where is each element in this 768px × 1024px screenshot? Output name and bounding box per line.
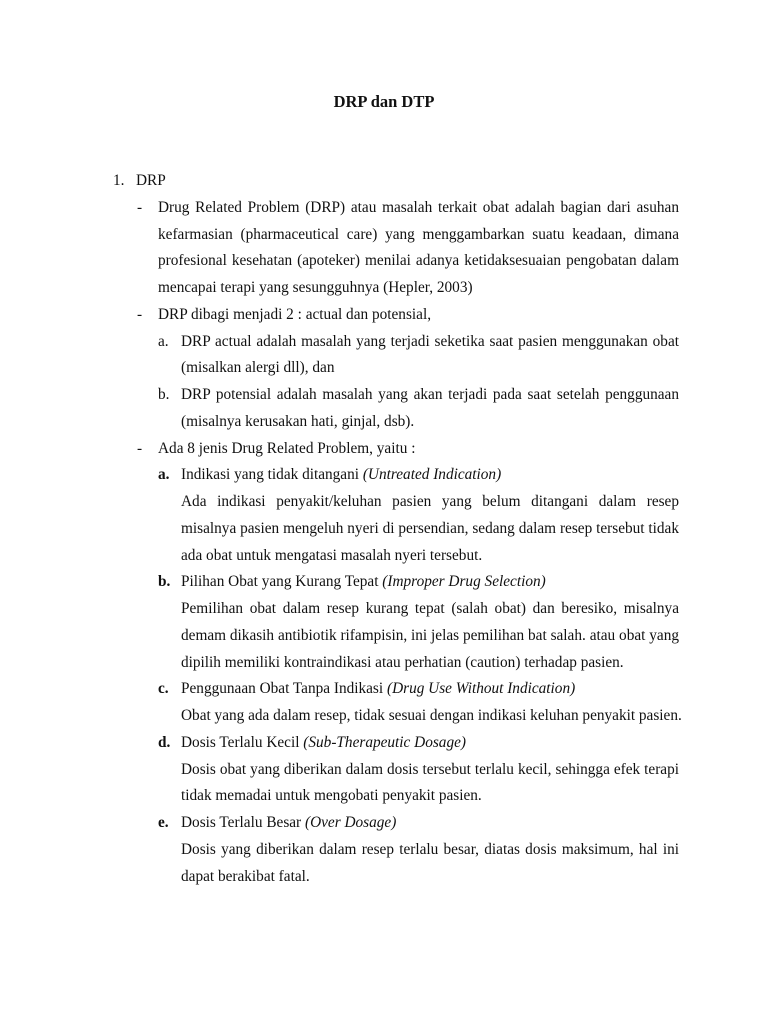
text-line: misalnya pasien mengeluh nyeri di persendian, sedang dalam resep tersebut tidak xyxy=(181,519,679,537)
subitem-description-line xyxy=(113,703,682,730)
bullet-line xyxy=(113,248,679,275)
text-line: Ada 8 jenis Drug Related Problem, yaitu : xyxy=(158,439,416,457)
text-line: Dosis yang diberikan dalam resep terlalu besar, diatas dosis maksimum, hal ini xyxy=(181,840,679,858)
text-line: DRP dibagi menjadi 2 : actual dan potensial, xyxy=(158,305,432,323)
subitem-title-text xyxy=(181,569,546,596)
subitem-title xyxy=(113,730,679,757)
subitem-title-text xyxy=(181,810,396,837)
subitem-title-english: (Sub-Therapeutic Dosage) xyxy=(303,733,466,751)
text-line: dipilih memiliki kontraindikasi atau perhatian (caution) terhadap pasien. xyxy=(181,653,624,671)
section-number: 1. xyxy=(113,172,125,189)
subitem-title-label: Pilihan Obat yang Kurang Tepat xyxy=(181,573,383,591)
subitem-title-label: Penggunaan Obat Tanpa Indikasi xyxy=(181,680,387,698)
text-line: dapat berakibat fatal. xyxy=(181,867,310,885)
subitem-title xyxy=(113,810,679,837)
document-title: DRP dan DTP xyxy=(333,92,435,111)
subitem-marker: c. xyxy=(158,680,169,698)
text-line: profesional kesehatan (apoteker) menilai adanya ketidaksesuaian pengobatan dalam xyxy=(158,252,679,270)
text-line: demam dikasih antibiotik rifampisin, ini jelas pemilihan bat salah. atau obat yang xyxy=(181,626,679,644)
subitem-line xyxy=(113,382,679,409)
bullet-line xyxy=(113,222,679,249)
text-line: Ada indikasi penyakit/keluhan pasien yang belum ditangani dalam resep xyxy=(181,493,679,510)
section-heading-text: DRP xyxy=(136,172,166,189)
text-line: Drug Related Problem (DRP) atau masalah terkait obat adalah bagian dari asuhan xyxy=(158,198,679,216)
subitem-title-label: Dosis Terlalu Kecil xyxy=(181,733,304,751)
text-line: ada obat untuk mengatasi masalah nyeri tersebut. xyxy=(181,546,483,564)
subitem-title-text xyxy=(181,462,501,489)
text-line: (misalkan alergi dll), dan xyxy=(181,359,335,377)
subitem-description-line xyxy=(113,543,679,570)
subitem-line xyxy=(113,329,679,356)
subitem-title-text xyxy=(181,676,575,703)
subitem-description-line xyxy=(113,837,679,864)
subitem-description-line xyxy=(113,757,679,784)
text-line: (misalnya kerusakan hati, ginjal, dsb). xyxy=(181,412,415,430)
bullet-line xyxy=(113,302,679,329)
subitem-title-english: (Over Dosage) xyxy=(304,814,397,831)
bullet-line xyxy=(113,275,679,302)
subitem-description-line xyxy=(113,623,679,650)
bullet-line xyxy=(113,436,679,463)
subitem-marker: e. xyxy=(158,814,169,831)
section-heading xyxy=(113,168,679,195)
subitem-description-line xyxy=(113,650,679,677)
text-line: mencapai terapi yang sesungguhnya (Hepler, 2003) xyxy=(158,279,473,296)
subitem-title-english: (Improper Drug Selection) xyxy=(382,573,546,591)
text-line: kefarmasian (pharmaceutical care) yang menggambarkan suatu keadaan, dimana xyxy=(158,225,679,243)
list-marker: - xyxy=(137,305,143,323)
subitem-description-line xyxy=(113,596,679,623)
document-body xyxy=(113,168,682,890)
list-marker: b. xyxy=(158,386,170,403)
list-marker: - xyxy=(137,439,143,457)
subitem-title-text xyxy=(181,730,466,757)
subitem-title-label: Dosis Terlalu Besar xyxy=(181,814,305,831)
text-line: DRP potensial adalah masalah yang akan terjadi pada saat setelah penggunaan xyxy=(181,386,679,403)
text-line: Pemilihan obat dalam resep kurang tepat (salah obat) dan beresiko, misalnya xyxy=(181,600,679,617)
subitem-title-label: Indikasi yang tidak ditangani xyxy=(181,466,363,484)
text-line: Dosis obat yang diberikan dalam dosis tersebut terlalu kecil, sehingga efek terapi xyxy=(181,760,679,778)
subitem-title xyxy=(113,462,679,489)
subitem-marker: b. xyxy=(158,573,171,591)
subitem-title-english: (Untreated Indication) xyxy=(362,466,502,484)
subitem-description-line xyxy=(113,864,679,891)
subitem-line xyxy=(113,409,679,436)
list-marker: - xyxy=(137,198,143,216)
subitem-title xyxy=(113,569,679,596)
subitem-title-english: (Drug Use Without Indication) xyxy=(386,680,576,698)
subitem-marker: d. xyxy=(158,733,171,751)
subitem-description-line xyxy=(113,783,679,810)
subitem-description-line xyxy=(113,489,679,516)
subitem-marker: a. xyxy=(158,466,170,484)
subitem-description-line xyxy=(113,516,679,543)
subitem-title xyxy=(113,676,679,703)
subitem-line xyxy=(113,355,679,382)
bullet-line xyxy=(113,195,679,222)
text-line: tidak memadai untuk mengobati penyakit pasien. xyxy=(181,787,482,805)
text-line: Obat yang ada dalam resep, tidak sesuai dengan indikasi keluhan penyakit pasien. xyxy=(181,707,682,724)
text-line: DRP actual adalah masalah yang terjadi seketika saat pasien menggunakan obat xyxy=(181,332,679,350)
list-marker: a. xyxy=(158,332,169,350)
